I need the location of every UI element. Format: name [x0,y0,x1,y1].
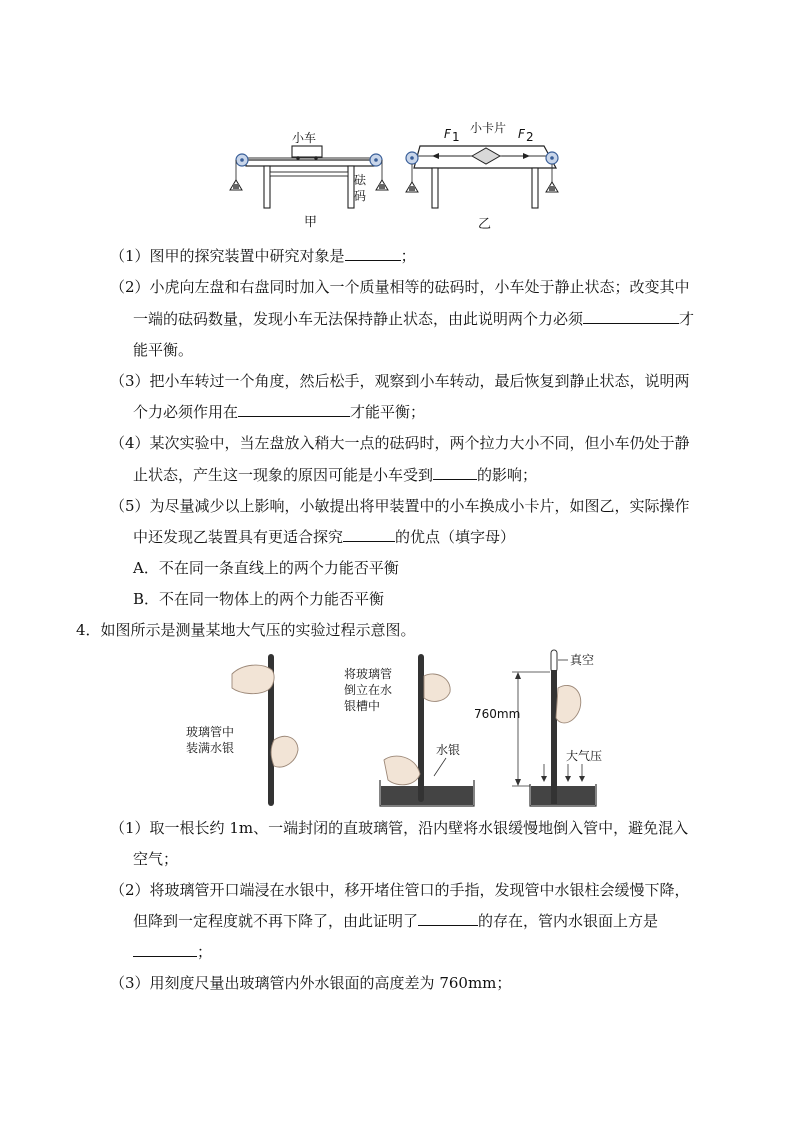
q3-part1-num: （1） [110,247,150,265]
hand-top-2-icon [424,674,450,701]
q4-part2-line1 [110,880,690,900]
q4-part3-line1 [110,973,511,993]
cart-label: 小车 [292,131,317,145]
q4-part1-num: （1） [110,819,150,837]
balance-apparatus-figure [228,118,568,234]
q3-option-b-text: B．不在同一物体上的两个力能否平衡 [133,590,385,608]
q3-part2-line1 [110,277,690,297]
q4-part1-line2 [133,849,178,869]
table-leg-right-yi [532,168,538,208]
torricelli-figure [184,648,614,810]
q3-part3-tail: 才能平衡； [350,403,426,421]
q3-part2-num: （2） [110,278,150,296]
vacuum-section [551,650,557,672]
hand-bottom-2-icon [384,756,420,785]
q4-part2-line3 [133,942,212,962]
label-height: 760mm [474,707,521,721]
q4-part1-text2: 空气； [133,850,179,868]
q4-title [76,620,416,640]
label-fill-1: 玻璃管中 [186,725,235,739]
q3-part1-text: 图甲的探究装置中研究对象是 [149,247,345,265]
q3-option-a[interactable] [133,558,399,578]
q3-part5-text2: 中还发现乙装置具有更适合探究 [133,528,344,546]
hand-3-icon [556,685,581,723]
apparatus-jia [230,131,388,230]
q3-part3-line2 [133,402,425,422]
caption-jia: 甲 [304,215,318,230]
q3-part1-blank[interactable] [345,246,401,261]
q3-part5-text1: 为尽量减少以上影响，小敏提出将甲装置中的小车换成小卡片，如图乙，实际操作 [149,497,690,515]
q3-part1 [110,246,416,266]
pressure-arrow-3-icon [579,776,585,782]
caption-yi: 乙 [478,217,492,232]
f1-sub: 1 [452,130,460,144]
q4-part2-text1: 将玻璃管开口端浸在水银中，移开堵住管口的手指，发现管中水银柱会缓慢下降， [149,881,690,899]
q4-title-text: 4．如图所示是测量某地大气压的实验过程示意图。 [76,621,416,639]
label-fill-2: 装满水银 [186,741,235,755]
q4-part2-blank2[interactable] [133,942,197,957]
q4-part3-num: （3） [110,974,150,992]
table-top-jia [246,160,374,166]
mercury-in-trough-3 [531,786,595,805]
q3-part3-text2: 个力必须作用在 [133,403,239,421]
q4-part2-text2b: 的存在，管内水银面上方是 [478,912,659,930]
apparatus-yi [406,120,558,232]
q4-part2-line2 [133,911,658,931]
q3-part4-text2: 止状态，产生这一现象的原因可能是小车受到 [133,466,434,484]
mercury-column [551,670,557,804]
q4-part1-text1: 取一根长约 1m、一端封闭的直玻璃管，沿内壁将水银缓慢地倒入管中，避免混入 [149,819,689,837]
label-invert-3: 银槽中 [344,699,381,713]
q3-part5-line2 [133,527,515,547]
label-invert-2: 倒立在水 [344,683,393,697]
q3-part3-line1 [110,371,690,391]
panel-fill-tube [186,654,298,806]
q3-part2-tail: 才 [679,310,695,328]
q3-option-a-text: A．不在同一条直线上的两个力能否平衡 [133,559,399,577]
q3-part4-blank[interactable] [433,465,477,480]
q3-part4-line1 [110,433,690,453]
panel-measure [474,650,602,806]
label-pressure: 大气压 [566,749,603,763]
cart-icon [292,146,322,157]
weight-label-1: 砝 [354,173,367,187]
hand-bottom-icon [271,736,298,767]
mercury-in-trough-2 [381,786,473,805]
q3-part1-tail: ； [400,247,416,265]
weight-label-2: 码 [354,189,367,203]
f2-sub: 2 [526,130,534,144]
hand-top-icon [232,665,274,694]
glass-tube-2 [418,654,424,802]
q3-option-b[interactable] [133,589,384,609]
card-label: 小卡片 [470,121,507,135]
f1-label: F [444,127,451,141]
q3-part4-tail: 的影响； [477,466,538,484]
q3-part5-blank[interactable] [343,527,395,542]
q3-part2-blank[interactable] [583,309,679,324]
q4-part2-blank1[interactable] [418,911,478,926]
q3-part4-num: （4） [110,434,150,452]
q3-part5-tail: 的优点（填字母） [395,528,516,546]
q3-part4-line2 [133,465,537,485]
q4-part2-tail: ； [197,943,213,961]
q3-part2-text2: 一端的砝码数量，发现小车无法保持静止状态，由此说明两个力必须 [133,310,584,328]
q4-part2-text2: 但降到一定程度就不再下降了，由此证明了 [133,912,419,930]
q4-part3-text1: 用刻度尺量出玻璃管内外水银面的高度差为 760mm； [149,974,512,992]
q3-part5-line1 [110,496,690,516]
q3-part2-line3 [133,340,193,360]
q3-part2-text3: 能平衡。 [133,341,194,359]
q4-part2-num: （2） [110,881,150,899]
q3-part3-num: （3） [110,372,150,390]
label-invert-1: 将玻璃管 [344,667,393,681]
q3-part5-num: （5） [110,497,150,515]
q3-part3-text1: 把小车转过一个角度，然后松手，观察到小车转动，最后恢复到静止状态，说明两 [149,372,690,390]
q4-part1-line1 [110,818,688,838]
pressure-arrow-2-icon [565,776,571,782]
table-leg-left-jia [264,166,270,208]
height-arrow-up-icon [515,672,521,679]
height-arrow-down-icon [515,779,521,786]
label-vacuum: 真空 [570,653,595,667]
f2-label: F [518,127,525,141]
q3-part2-line2 [133,309,694,329]
q3-part4-text1: 某次实验中，当左盘放入稍大一点的砝码时，两个拉力大小不同，但小车仍处于静 [149,434,690,452]
q3-part2-text1: 小虎向左盘和右盘同时加入一个质量相等的砝码时，小车处于静止状态；改变其中 [149,278,690,296]
pressure-arrow-1-icon [541,776,547,782]
panel-invert-tube [344,654,474,806]
label-mercury: 水银 [436,743,461,757]
q3-part3-blank[interactable] [238,402,350,417]
table-leg-left-yi [432,168,438,208]
